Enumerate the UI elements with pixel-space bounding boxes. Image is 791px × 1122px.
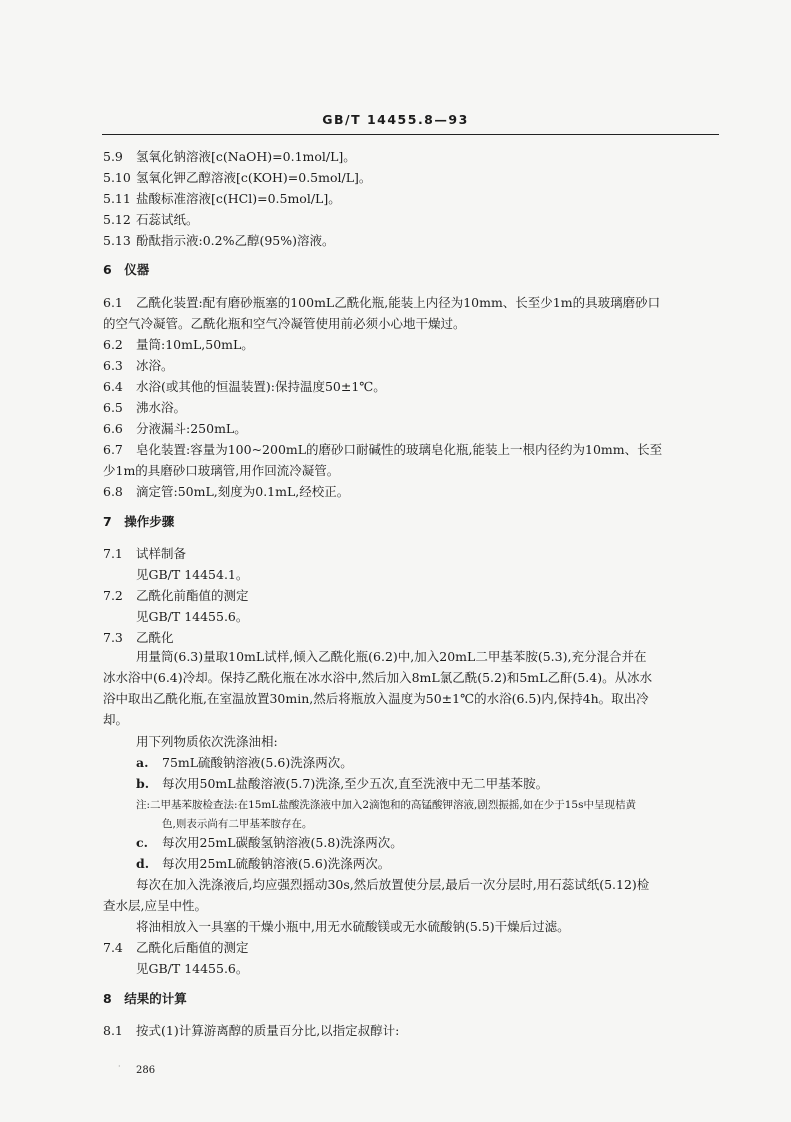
item-text: 每次用25mL硫酸钠溶液(5.6)洗涤两次。 xyxy=(162,856,391,871)
item-text: 乙酰化装置:配有磨砂瓶塞的100mL乙酰化瓶,能装上内径为10mm、长至少1m的具玻璃磨砂口 xyxy=(136,295,661,310)
page-number: 286 xyxy=(136,1065,156,1076)
item-text: 酚酞指示液:0.2%乙醇(95%)溶液。 xyxy=(136,233,335,248)
item-number: 6.4 xyxy=(103,379,123,394)
item-number: 6.1 xyxy=(103,295,123,310)
list-item xyxy=(103,190,341,208)
list-item xyxy=(103,399,186,417)
list-item xyxy=(103,232,335,250)
paragraph-line: 却。 xyxy=(103,712,129,727)
list-item xyxy=(136,754,353,772)
item-text: 乙酰化 xyxy=(136,630,174,645)
list-item xyxy=(136,834,403,852)
item-number: 5.11 xyxy=(103,191,131,206)
item-number: 6.8 xyxy=(103,484,123,499)
section-heading-7: 7 操作步骤 xyxy=(103,514,175,529)
section-heading-8: 8 结果的计算 xyxy=(103,991,187,1006)
paragraph-line: 用量筒(6.3)量取10mL试样,倾入乙酰化瓶(6.2)中,加入20mL二甲基苯胺(5.3),充分混合并在 xyxy=(136,649,647,664)
list-item xyxy=(103,483,349,501)
item-number: 5.12 xyxy=(103,212,131,227)
item-number: 6.6 xyxy=(103,421,123,436)
list-item xyxy=(136,775,548,793)
subsection-heading xyxy=(103,587,249,605)
item-number: 7.4 xyxy=(103,940,123,955)
paragraph-line: 每次在加入洗涤液后,均应强烈摇动30s,然后放置使分层,最后一次分层时,用石蕊试纸(5.12)检 xyxy=(136,877,650,892)
item-number: 8.1 xyxy=(103,1023,123,1038)
item-text: 氢氧化钾乙醇溶液[c(KOH)=0.5mol/L]。 xyxy=(136,170,372,185)
paragraph-line: 将油相放入一具塞的干燥小瓶中,用无水硫酸镁或无水硫酸钠(5.5)干燥后过滤。 xyxy=(136,919,570,934)
list-item xyxy=(103,1022,399,1040)
list-item xyxy=(103,357,174,375)
header-rule xyxy=(102,134,719,135)
item-continuation: 少1m的具磨砂口玻璃管,用作回流冷凝管。 xyxy=(103,463,340,478)
paragraph-line: 冰水浴中(6.4)冷却。保持乙酰化瓶在冰水浴中,然后加入8mL氯乙酰(5.2)和5mL乙酐(5.4)。从冰水 xyxy=(103,670,653,685)
reference-text: 见GB/T 14455.6。 xyxy=(136,961,249,976)
item-number: 7.3 xyxy=(103,630,123,645)
section-heading-6: 6 仪器 xyxy=(103,262,150,277)
item-letter: a. xyxy=(136,755,149,770)
subsection-heading xyxy=(103,629,174,647)
page-header: GB/T 14455.8—93 xyxy=(322,112,469,127)
note-line: 注:二甲基苯胺检查法:在15mL盐酸洗涤液中加入2滴饱和的高锰酸钾溶液,剧烈振摇,如在少于15s中呈现桔黄 xyxy=(136,799,636,811)
item-letter: c. xyxy=(136,835,148,850)
item-number: 5.10 xyxy=(103,170,131,185)
list-item xyxy=(103,336,254,354)
item-number: 6.2 xyxy=(103,337,123,352)
item-number: 6.7 xyxy=(103,442,123,457)
item-number: 5.9 xyxy=(103,149,123,164)
item-text: 每次用50mL盐酸溶液(5.7)洗涤,至少五次,直至洗液中无二甲基苯胺。 xyxy=(162,776,549,791)
list-item xyxy=(103,294,660,312)
item-text: 水浴(或其他的恒温装置):保持温度50±1℃。 xyxy=(136,379,386,394)
item-text: 每次用25mL碳酸氢钠溶液(5.8)洗涤两次。 xyxy=(162,835,403,850)
list-item xyxy=(103,169,371,187)
subsection-heading xyxy=(103,939,249,957)
list-item xyxy=(103,211,199,229)
subsection-heading xyxy=(103,545,186,563)
reference-text: 见GB/T 14455.6。 xyxy=(136,609,249,624)
item-number: 6.5 xyxy=(103,400,123,415)
item-text: 试样制备 xyxy=(136,546,187,561)
item-text: 按式(1)计算游离醇的质量百分比,以指定叔醇计: xyxy=(136,1023,400,1038)
item-number: 5.13 xyxy=(103,233,131,248)
paragraph-line: 用下列物质依次洗涤油相: xyxy=(136,734,278,749)
paragraph-line: 查水层,应呈中性。 xyxy=(103,898,207,913)
item-text: 75mL硫酸钠溶液(5.6)洗涤两次。 xyxy=(162,755,353,770)
note-line: 色,则表示尚有二甲基苯胺存在。 xyxy=(162,818,313,830)
item-text: 量筒:10mL,50mL。 xyxy=(136,337,254,352)
item-text: 沸水浴。 xyxy=(136,400,187,415)
list-item xyxy=(103,420,247,438)
paragraph-line: 浴中取出乙酰化瓶,在室温放置30min,然后将瓶放入温度为50±1℃的水浴(6.5)内,保持4h。取出冷 xyxy=(103,691,649,706)
item-text: 乙酰化前酯值的测定 xyxy=(136,588,249,603)
item-text: 盐酸标准溶液[c(HCl)=0.5mol/L]。 xyxy=(136,191,341,206)
list-item xyxy=(136,855,390,873)
item-number: 7.2 xyxy=(103,588,123,603)
item-text: 滴定管:50mL,刻度为0.1mL,经校正。 xyxy=(136,484,350,499)
list-item xyxy=(103,148,356,166)
item-text: 分液漏斗:250mL。 xyxy=(136,421,247,436)
item-text: 冰浴。 xyxy=(136,358,174,373)
reference-text: 见GB/T 14454.1。 xyxy=(136,567,249,582)
item-text: 氢氧化钠溶液[c(NaOH)=0.1mol/L]。 xyxy=(136,149,356,164)
item-number: 7.1 xyxy=(103,546,123,561)
list-item xyxy=(103,441,662,459)
scan-speck: · xyxy=(118,1062,121,1071)
item-text: 石蕊试纸。 xyxy=(136,212,199,227)
item-number: 6.3 xyxy=(103,358,123,373)
item-continuation: 的空气冷凝管。乙酰化瓶和空气冷凝管使用前必须小心地干燥过。 xyxy=(103,316,466,331)
list-item xyxy=(103,378,386,396)
item-letter: b. xyxy=(136,776,150,791)
item-letter: d. xyxy=(136,856,150,871)
item-text: 乙酰化后酯值的测定 xyxy=(136,940,249,955)
item-text: 皂化装置:容量为100~200mL的磨砂口耐碱性的玻璃皂化瓶,能装上一根内径约为10mm、长至 xyxy=(136,442,663,457)
